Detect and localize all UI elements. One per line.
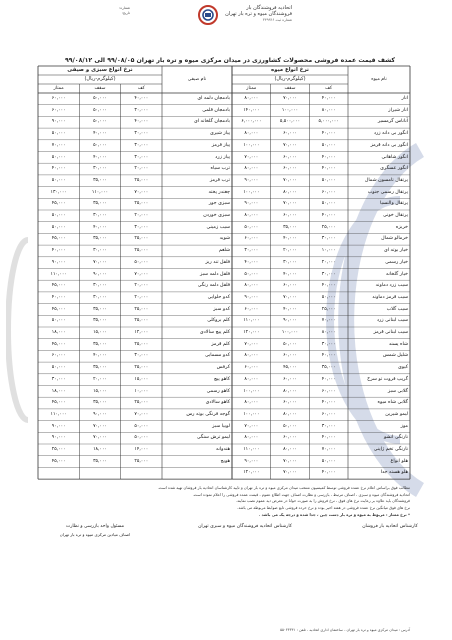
- fruit-price-cell: ۱۰۰,۰۰۰: [243, 388, 260, 394]
- fruit-price-cell: ۷۰,۰۰۰: [244, 154, 259, 160]
- veg-price-cell: ۴۰,۰۰۰: [134, 96, 149, 101]
- fruit-item-name: خرمالو شمال: [381, 236, 408, 242]
- fruit-price-cell: ۸۰,۰۰۰: [244, 435, 259, 441]
- fruit-price-cell: ۸۰,۰۰۰: [321, 107, 336, 113]
- veg-price-cell: ۷۰,۰۰۰: [134, 411, 149, 417]
- fruit-price-cell: ۱۴۰,۰۰۰: [243, 107, 260, 113]
- veg-item-name: هویج: [220, 458, 230, 464]
- fruit-price-cell: ۶۰,۰۰۰: [283, 400, 297, 406]
- fruit-grade-header: ممتاز: [246, 86, 257, 91]
- fruit-price-cell: ۴۰,۰۰۰: [321, 166, 336, 172]
- fruit-price-cell: ۷۰,۰۰۰: [244, 423, 259, 429]
- signature-title: مسئول واحد بازرسی و نظارت: [65, 524, 125, 529]
- veg-grade-header: ممتاز: [53, 86, 64, 91]
- veg-item-name: کاهو رسمی: [206, 388, 230, 394]
- fruit-price-cell: ۷۰,۰۰۰: [283, 458, 297, 464]
- veg-item-name: گوجه فرنگی بوته رس: [186, 411, 230, 417]
- fruit-price-cell: ۷۰,۰۰۰: [283, 96, 297, 101]
- fruit-price-cell: ۱۲۰,۰۰۰: [243, 330, 260, 335]
- fruit-price-cell: ۸۰,۰۰۰: [283, 388, 297, 394]
- fruit-item-name: گریپ فروت تو سرخ: [367, 376, 408, 382]
- fruit-price-cell: ۱۲۰,۰۰۰: [243, 470, 260, 476]
- fruit-price-cell: ۴۰,۰۰۰: [321, 131, 336, 137]
- veg-price-cell: ۳۰,۰۰۰: [134, 224, 149, 230]
- fruit-item-name: انگور بی دانه قرمز: [370, 142, 408, 148]
- fruit-price-cell: ۵,۰۰۰,۰۰۰: [318, 119, 339, 125]
- fruit-price-cell: ۴۰,۰۰۰: [321, 376, 336, 382]
- veg-price-cell: ۲۵,۰۰۰: [134, 236, 149, 242]
- veg-price-cell: ۳۰,۰۰۰: [134, 107, 149, 113]
- veg-item-name: کدو حلوایی: [207, 294, 230, 300]
- fruit-price-cell: ۹۰,۰۰۰: [244, 294, 259, 300]
- fruit-item-name: خیار گلخانه: [385, 271, 408, 277]
- fruit-price-cell: ۱۰۰,۰۰۰: [281, 330, 299, 335]
- veg-price-cell: ۲۰,۰۰۰: [134, 213, 149, 218]
- veg-price-cell: ۴۵,۰۰۰: [51, 201, 66, 207]
- veg-price-cell: ۵۰,۰۰۰: [93, 142, 107, 148]
- fruit-price-cell: ۶۰,۰۰۰: [283, 376, 297, 382]
- fruit-price-cell: ۵۰,۰۰۰: [244, 224, 259, 230]
- fruit-price-cell: ۸۰,۰۰۰: [244, 376, 259, 382]
- fruit-item-name: هلو انواع: [390, 458, 408, 464]
- fruit-price-cell: ۶۰,۰۰۰: [283, 283, 297, 289]
- fruit-price-cell: ۹۰,۰۰۰: [244, 201, 259, 207]
- fruit-price-cell: ۳۵,۰۰۰: [321, 365, 336, 371]
- fruit-price-cell: ۵۰,۰۰۰: [321, 177, 336, 183]
- veg-price-cell: ۴۰,۰۰۰: [93, 224, 107, 230]
- fruit-item-name: خربزه: [395, 224, 408, 230]
- fruit-price-cell: ۴۰,۰۰۰: [283, 271, 297, 277]
- fruit-price-cell: ۳۰,۰۰۰: [244, 248, 259, 254]
- veg-grade-header: سقف: [94, 86, 106, 91]
- fruit-item-name: پرتقال والنسیا: [380, 201, 408, 207]
- veg-price-cell: ۳۵,۰۰۰: [93, 365, 107, 371]
- fruit-price-cell: ۴۰,۰۰۰: [283, 236, 297, 242]
- fruit-item-name: انگور عسگری: [380, 166, 408, 172]
- veg-item-name: بادمجان گلخانه ای: [193, 119, 230, 125]
- fruit-price-cell: ۶۰,۰۰۰: [244, 365, 259, 371]
- fruit-item-name: سیب لبنانی زرد: [376, 318, 408, 324]
- document-title: کشف قیمت عمده فروشی محصولات کشاورزی در میدان مرکزی میوه و تره بار تهران ۹۹/۰۸/۰۵ الی ۹۹/۰۸/۱۲: [64, 57, 396, 64]
- veg-price-cell: ۹۰,۰۰۰: [51, 259, 66, 265]
- fruit-price-cell: ۵۰,۰۰۰: [321, 294, 336, 300]
- fruit-unit-label: (کیلوگرم-ریال): [274, 76, 306, 82]
- footnote-line: فروشندگان باید علاوه بر رعایت نرخ های فوق ، نرخ فروش را به صورت خوانا در معرض دید عموم نصب نمایند.: [235, 498, 410, 504]
- fruit-price-cell: ۸۰,۰۰۰: [244, 283, 259, 289]
- veg-item-name: کلم قرمز: [211, 341, 230, 347]
- address-line: آدرس : میدان مرکزی میوه و تره بار تهران - ساختمان اداری اتحادیه - تلفن : ۵۵۰۴۳۳۳۱: [280, 628, 410, 632]
- footnote-line: نرخ های فوق میانگین نرخ عمده فروشی در هفته اخیر بوده و نرخ خرده فروشی تابع ضوابط مربوطه می باشد.: [237, 504, 410, 510]
- fruit-price-cell: ۶۰,۰۰۰: [321, 388, 336, 394]
- fruit-grade-header: کف: [325, 86, 333, 91]
- fruit-item-name: گلابی شاه میوه: [377, 400, 408, 406]
- fruit-item-name: موز: [400, 423, 408, 429]
- veg-item-name: فلفل دلمه سبز: [199, 271, 230, 277]
- fruit-price-cell: ۹۰,۰۰۰: [283, 318, 297, 324]
- veg-price-cell: ۴۰,۰۰۰: [51, 248, 66, 254]
- veg-price-cell: ۳۰,۰۰۰: [51, 376, 66, 382]
- veg-price-cell: ۳۵,۰۰۰: [93, 201, 107, 207]
- veg-price-cell: ۲۵,۰۰۰: [134, 318, 149, 324]
- veg-price-cell: ۲۰,۰۰۰: [134, 166, 149, 172]
- veg-price-cell: ۱۲,۰۰۰: [134, 330, 149, 335]
- fruit-price-cell: ۶۰,۰۰۰: [283, 131, 297, 137]
- fruit-price-cell: ۵۰,۰۰۰: [283, 341, 297, 347]
- veg-price-cell: ۷۰,۰۰۰: [134, 271, 149, 277]
- fruit-price-cell: ۱۰۰,۰۰۰: [281, 107, 299, 113]
- veg-price-cell: ۳۵,۰۰۰: [93, 236, 107, 242]
- fruit-price-cell: ۳۰,۰۰۰: [283, 259, 297, 265]
- veg-price-cell: ۵۰,۰۰۰: [51, 224, 66, 230]
- fruit-price-cell: ۴۰,۰۰۰: [321, 283, 336, 289]
- fruit-item-name: گلابی سبز: [387, 388, 408, 394]
- veg-item-name: کرفس: [216, 365, 230, 371]
- fruit-price-cell: ۷۰,۰۰۰: [283, 470, 297, 476]
- veg-item-name: کلم بروکلی: [207, 318, 230, 324]
- veg-item-name: چغندر پخته: [208, 189, 230, 195]
- fruit-price-cell: ۷۰,۰۰۰: [321, 447, 336, 452]
- veg-price-cell: ۴۵,۰۰۰: [51, 400, 66, 406]
- fruit-price-cell: ۳۰,۰۰۰: [321, 236, 336, 242]
- fruit-item-name: خیار بوته ای: [383, 248, 408, 254]
- footnote-line: اتحادیه فروشندگان میوه و سبزی ، اصناف مرتبط ، بازرسی و نظارت اصناف جهت اطلاع عموم ، قیمت عمده فروشی را اعلام نموده است.: [192, 491, 410, 497]
- fruit-item-name: کیوی: [398, 365, 408, 371]
- fruit-price-cell: ۴۰,۰۰۰: [321, 470, 336, 476]
- veg-price-cell: ۷۰,۰۰۰: [93, 259, 107, 265]
- veg-item-name: لوبیا سبز: [212, 423, 230, 429]
- fruit-price-cell: ۵۰,۰۰۰: [321, 458, 336, 464]
- veg-item-name: پیاز شیری: [210, 131, 230, 137]
- fruit-price-cell: ۴۰,۰۰۰: [321, 96, 336, 101]
- veg-item-name: شوید: [219, 236, 230, 242]
- fruit-price-cell: ۳۰,۰۰۰: [321, 423, 336, 429]
- veg-price-cell: ۵۰,۰۰۰: [51, 177, 66, 183]
- fruit-price-cell: ۶,۰۰۰,۰۰۰: [241, 119, 262, 125]
- fruit-price-cell: ۶۰,۰۰۰: [283, 435, 297, 441]
- veg-price-cell: ۳۵,۰۰۰: [93, 306, 107, 312]
- fruit-price-cell: ۸۰,۰۰۰: [244, 131, 259, 137]
- veg-price-cell: [121, 467, 162, 479]
- veg-price-cell: ۵۰,۰۰۰: [134, 259, 149, 265]
- veg-price-cell: ۳۰,۰۰۰: [134, 154, 149, 160]
- fruit-item-name: انار شیراز: [388, 107, 408, 113]
- fruit-price-cell: ۷۰,۰۰۰: [244, 341, 259, 347]
- org-sub: شماره ثبت ۳۳۹۹۴۶: [262, 18, 292, 22]
- fruit-item-name: نارنگی تخم ژاپنی: [373, 447, 408, 452]
- veg-price-cell: [79, 467, 120, 479]
- fruit-price-cell: ۳۰,۰۰۰: [321, 271, 336, 277]
- fruit-price-cell: ۲۰,۰۰۰: [283, 248, 297, 254]
- veg-price-cell: ۲۵,۰۰۰: [134, 458, 149, 464]
- veg-price-cell: ۱۸,۰۰۰: [93, 447, 107, 452]
- fruit-grade-header: سقف: [284, 86, 296, 91]
- veg-price-cell: ۳۰,۰۰۰: [93, 283, 107, 289]
- veg-price-cell: ۲۵,۰۰۰: [51, 447, 66, 452]
- veg-price-cell: ۹۰,۰۰۰: [51, 435, 66, 441]
- fruit-item-name: شاه پسند: [388, 341, 408, 347]
- veg-price-cell: ۴۵,۰۰۰: [51, 236, 66, 242]
- veg-price-cell: ۱۸,۰۰۰: [51, 388, 66, 394]
- veg-price-cell: ۳۰,۰۰۰: [93, 166, 107, 172]
- veg-price-cell: ۳۰,۰۰۰: [134, 142, 149, 148]
- fruit-item-name: سیب لبنانی قرمز: [373, 330, 408, 335]
- veg-price-cell: ۵۰,۰۰۰: [93, 107, 107, 113]
- veg-item-name: کدو سبز: [213, 306, 230, 312]
- fruit-item-name: شلیل شمس: [382, 353, 408, 359]
- veg-item-name: ترب قرمز: [209, 177, 230, 183]
- veg-price-cell: ۳۵,۰۰۰: [93, 341, 107, 347]
- veg-price-cell: ۵۰,۰۰۰: [51, 131, 66, 137]
- fruit-price-cell: ۸۰,۰۰۰: [283, 447, 297, 452]
- fruit-price-cell: ۸۰,۰۰۰: [244, 166, 259, 172]
- veg-price-cell: ۲۵,۰۰۰: [134, 365, 149, 371]
- date-label: تاریخ:: [121, 11, 130, 15]
- fruit-item-name: انگور بی دانه زرد: [373, 131, 408, 137]
- fruit-price-cell: ۳۵,۰۰۰: [283, 224, 297, 230]
- fruit-price-cell: ۶۰,۰۰۰: [283, 353, 297, 359]
- veg-price-cell: ۲۵,۰۰۰: [134, 341, 149, 347]
- fruit-price-cell: ۴۰,۰۰۰: [283, 306, 297, 312]
- fruit-price-cell: ۸۰,۰۰۰: [244, 353, 259, 359]
- veg-price-cell: ۳۰,۰۰۰: [93, 294, 107, 300]
- veg-name-column-header: نام صیفی: [187, 77, 207, 82]
- fruit-price-cell: ۴۰,۰۰۰: [321, 353, 336, 359]
- fruit-price-cell: ۶۰,۰۰۰: [321, 411, 336, 417]
- veg-price-cell: ۴۰,۰۰۰: [51, 166, 66, 172]
- fruit-section-header: نرخ انواع میوه: [271, 67, 309, 73]
- veg-price-cell: ۴۵,۰۰۰: [51, 458, 66, 464]
- fruit-price-cell: ۱۱۰,۰۰۰: [243, 447, 260, 452]
- veg-item-name: بادمجان قلمی: [202, 107, 230, 113]
- veg-price-cell: ۵۰,۰۰۰: [51, 365, 66, 371]
- veg-item-name: فلفل دلمه رنگی: [197, 283, 230, 289]
- fruit-price-cell: ۶۰,۰۰۰: [283, 213, 297, 218]
- fruit-price-cell: ۸۰,۰۰۰: [283, 189, 297, 195]
- veg-price-cell: ۱۵,۰۰۰: [134, 376, 149, 382]
- veg-price-cell: ۲۰,۰۰۰: [93, 376, 107, 382]
- veg-price-cell: ۲۵,۰۰۰: [134, 400, 149, 406]
- fruit-price-cell: ۶۰,۰۰۰: [244, 306, 259, 312]
- veg-item-name: فلفل تند ریز: [205, 259, 230, 265]
- veg-price-cell: ۶۰,۰۰۰: [51, 353, 66, 359]
- fruit-price-cell: ۲۰,۰۰۰: [321, 259, 336, 265]
- veg-price-cell: ۹۰,۰۰۰: [51, 119, 66, 125]
- veg-item-name: کاهو پیچ: [213, 376, 230, 382]
- fruit-price-cell: ۷۰,۰۰۰: [321, 318, 336, 324]
- fruit-price-cell: ۲۵,۰۰۰: [321, 224, 336, 230]
- veg-item-name: شلغم: [218, 248, 230, 254]
- veg-price-cell: ۲۰,۰۰۰: [134, 283, 149, 289]
- fruit-price-cell: ۳۰,۰۰۰: [321, 341, 336, 347]
- veg-price-cell: ۳۰,۰۰۰: [134, 131, 149, 137]
- fruit-item-name: آناناس گرمسیر: [377, 119, 408, 125]
- fruit-price-cell: ۱۰۰,۰۰۰: [243, 411, 260, 417]
- veg-price-cell: ۵۰,۰۰۰: [134, 435, 149, 441]
- fruit-price-cell: ۶۰,۰۰۰: [283, 166, 297, 172]
- veg-item-name: لیمو ترش سنگی: [196, 435, 230, 441]
- veg-price-cell: ۹۰,۰۰۰: [93, 411, 107, 417]
- veg-price-cell: ۷۰,۰۰۰: [93, 435, 107, 441]
- veg-price-cell: ۵۰,۰۰۰: [93, 96, 107, 101]
- fruit-name-column-header: نام میوه: [371, 77, 387, 82]
- fruit-item-name: پرتقال خونی: [383, 213, 408, 218]
- org-line2: فروشندگان میوه و تره بار تهران: [225, 11, 292, 17]
- veg-item-name: سیب زمینی: [206, 224, 230, 230]
- fruit-price-cell: ۸۰,۰۰۰: [321, 330, 336, 335]
- veg-price-cell: ۴۵,۰۰۰: [51, 306, 66, 312]
- fruit-price-cell: ۸۰,۰۰۰: [244, 96, 259, 101]
- fruit-price-cell: ۸۰,۰۰۰: [244, 213, 259, 218]
- fruit-item-name: لیمو شیرین: [385, 411, 408, 417]
- veg-price-cell: ۷۰,۰۰۰: [134, 189, 149, 195]
- fruit-price-cell: ۵۰,۰۰۰: [321, 201, 336, 207]
- veg-price-cell: ۳۰,۰۰۰: [93, 213, 107, 218]
- veg-price-cell: ۱۱۰,۰۰۰: [50, 271, 67, 277]
- fruit-price-cell: ۷۰,۰۰۰: [283, 142, 297, 148]
- veg-price-cell: ۳۰,۰۰۰: [93, 248, 107, 254]
- fruit-item-name: پرتقال رسمی جنوب: [367, 189, 408, 195]
- veg-item-name: سبزی جور: [208, 201, 230, 207]
- veg-item-name: کدو مسمایی: [204, 353, 230, 359]
- signature-subtitle: اصناف میادین مرکزی میوه و تره بار تهران: [59, 532, 131, 537]
- veg-price-cell: ۷۰,۰۰۰: [51, 142, 66, 148]
- veg-price-cell: ۵۰,۰۰۰: [51, 154, 66, 160]
- signature-title: کارشناس اتحادیه فروشندگان میوه و سبزی تهران: [198, 524, 292, 529]
- veg-price-cell: ۴۰,۰۰۰: [51, 294, 66, 300]
- fruit-price-cell: ۶۰,۰۰۰: [244, 236, 259, 242]
- veg-item-name: سبزی خوردن: [203, 213, 230, 218]
- veg-price-cell: ۱۰,۰۰۰: [134, 388, 149, 394]
- veg-price-cell: ۱۵,۰۰۰: [93, 330, 107, 335]
- veg-price-cell: ۵۰,۰۰۰: [93, 119, 107, 125]
- veg-price-cell: ۶۰,۰۰۰: [51, 107, 66, 113]
- veg-price-cell: ۵۰,۰۰۰: [134, 423, 149, 429]
- veg-item-name: ترب سیاه: [210, 166, 230, 172]
- fruit-price-cell: ۸۰,۰۰۰: [244, 400, 259, 406]
- veg-price-cell: ۹۰,۰۰۰: [93, 271, 107, 277]
- ref-label: شماره:: [118, 6, 130, 10]
- fruit-item-name: انار: [401, 96, 408, 101]
- fruit-item-name: انگور شاهانی: [381, 154, 408, 160]
- footnote-line: مطالب فوق براساس اعلام نرخ عمده فروشی توسط کمیسیون منتخب میدان مرکزی میوه و تره بار تهران و تایید کارشناسان اتحادیه بار فروشان تهیه شده است.: [157, 485, 410, 491]
- veg-price-cell: ۳۵,۰۰۰: [93, 318, 107, 324]
- fruit-item-name: خیار رسمی: [385, 259, 408, 265]
- fruit-price-cell: ۶۰,۰۰۰: [321, 189, 336, 195]
- fruit-price-cell: ۵۰,۰۰۰: [321, 142, 336, 148]
- fruit-item-name: سیب گلاب: [386, 306, 408, 312]
- veg-price-cell: ۵۰,۰۰۰: [51, 318, 66, 324]
- org-line1: اتحادیه فروشندگان بار: [246, 5, 292, 11]
- veg-item-name: کاهو سالادی: [205, 400, 230, 406]
- fruit-price-cell: ۵,۵۰۰,۰۰۰: [279, 119, 301, 125]
- veg-price-cell: ۲۵,۰۰۰: [134, 306, 149, 312]
- premium-note: * نرخ ممتاز : مربوط به میوه و تره بار دست چین ، جدا شده و درجه یک می باشد .: [258, 512, 410, 518]
- veg-price-cell: ۳۵,۰۰۰: [93, 400, 107, 406]
- veg-price-cell: ۳۵,۰۰۰: [93, 177, 107, 183]
- fruit-price-cell: ۷۰,۰۰۰: [283, 294, 297, 300]
- fruit-price-cell: ۹۰,۰۰۰: [244, 177, 259, 183]
- veg-price-cell: ۴۵,۰۰۰: [51, 283, 66, 289]
- veg-price-cell: ۱۸,۰۰۰: [51, 330, 66, 335]
- veg-price-cell: ۱۵,۰۰۰: [93, 388, 107, 394]
- fruit-price-cell: ۴۵,۰۰۰: [283, 365, 297, 371]
- fruit-price-cell: ۷۰,۰۰۰: [283, 177, 297, 183]
- veg-price-cell: ۳۰,۰۰۰: [134, 353, 149, 359]
- signature-title: کارشناس اتحادیه بار فروشان: [362, 524, 418, 529]
- fruit-price-cell: ۱۱۰,۰۰۰: [243, 318, 260, 324]
- veg-price-cell: ۷۰,۰۰۰: [93, 423, 107, 429]
- veg-price-cell: ۱۴,۰۰۰: [134, 447, 149, 452]
- fruit-price-cell: ۸۰,۰۰۰: [283, 411, 297, 417]
- veg-price-cell: ۴۰,۰۰۰: [93, 154, 107, 160]
- veg-item-name: بادمجان دلمه ای: [197, 96, 230, 101]
- fruit-item-name: هلو هسته جدا: [380, 470, 408, 476]
- fruit-item-name: سیب زرد دماوند: [375, 283, 408, 289]
- veg-price-cell: ۲۰,۰۰۰: [134, 294, 149, 300]
- veg-price-cell: [38, 467, 79, 479]
- veg-item-name: کلم پیچ سالادی: [199, 330, 230, 335]
- veg-price-cell: ۱۱۰,۰۰۰: [91, 189, 109, 195]
- veg-price-cell: ۳۵,۰۰۰: [93, 458, 107, 464]
- veg-price-cell: ۵۰,۰۰۰: [51, 213, 66, 218]
- veg-item-name: [163, 467, 230, 479]
- fruit-price-cell: ۱۰۰,۰۰۰: [243, 142, 260, 148]
- fruit-item-name: سیب قرمز دماوند: [372, 294, 408, 300]
- fruit-price-cell: ۲۵,۰۰۰: [321, 306, 336, 312]
- veg-section-header: نرخ انواع سبزی و صیفی: [67, 67, 133, 73]
- veg-price-cell: ۴۵,۰۰۰: [51, 341, 66, 347]
- fruit-item-name: نارنگی انشو: [383, 435, 408, 441]
- fruit-price-cell: ۶۰,۰۰۰: [283, 154, 297, 160]
- veg-item-name: هندوانه: [215, 447, 230, 452]
- fruit-price-cell: ۱۰,۰۰۰: [321, 248, 336, 254]
- veg-price-cell: ۱۳۰,۰۰۰: [50, 189, 67, 195]
- fruit-price-cell: ۹۰,۰۰۰: [244, 458, 259, 464]
- veg-price-cell: ۴۰,۰۰۰: [93, 353, 107, 359]
- fruit-price-cell: ۴۰,۰۰۰: [244, 259, 259, 265]
- fruit-price-cell: ۴۰,۰۰۰: [321, 213, 336, 218]
- veg-price-cell: ۹۰,۰۰۰: [51, 423, 66, 429]
- veg-item-name: پیاز قرمز: [211, 142, 230, 148]
- veg-price-cell: ۶۰,۰۰۰: [51, 96, 66, 101]
- fruit-price-cell: ۴۰,۰۰۰: [321, 435, 336, 441]
- veg-price-cell: ۴۰,۰۰۰: [134, 119, 149, 125]
- fruit-price-cell: ۴۰,۰۰۰: [321, 154, 336, 160]
- veg-item-name: پیاز زرد: [215, 154, 230, 160]
- veg-grade-header: کف: [137, 86, 145, 91]
- fruit-price-cell: ۷۰,۰۰۰: [283, 201, 297, 207]
- fruit-item-name: پرتقال تامسون شمال: [364, 177, 408, 183]
- veg-price-cell: ۲۵,۰۰۰: [134, 248, 149, 254]
- veg-price-cell: ۲۵,۰۰۰: [134, 177, 149, 183]
- veg-price-cell: ۲۵,۰۰۰: [134, 201, 149, 207]
- veg-unit-label: (کیلوگرم-ریال): [84, 76, 116, 82]
- veg-price-cell: ۴۰,۰۰۰: [93, 131, 107, 137]
- fruit-price-cell: ۴۰,۰۰۰: [321, 400, 336, 406]
- veg-price-cell: ۱۱۰,۰۰۰: [50, 411, 67, 417]
- fruit-price-cell: ۵۰,۰۰۰: [244, 271, 259, 277]
- fruit-price-cell: ۱۰۰,۰۰۰: [243, 189, 260, 195]
- fruit-price-cell: ۵۰,۰۰۰: [283, 423, 297, 429]
